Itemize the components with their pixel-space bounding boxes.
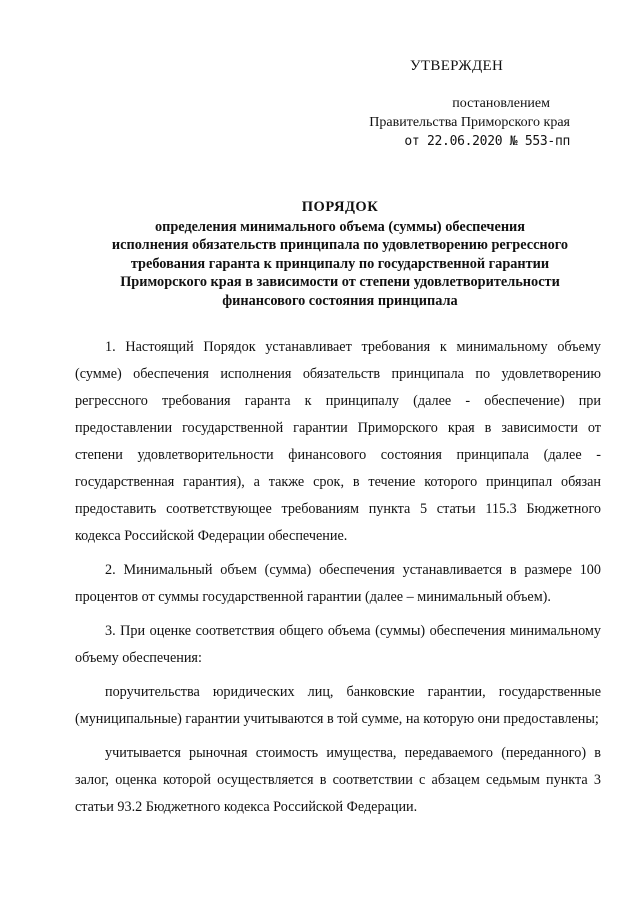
title-line: определения минимального объема (суммы) обеспечения — [154, 218, 526, 235]
title-line: финансового состояния принципала — [222, 292, 458, 309]
paragraph-3-sub-2: учитывается рыночная стоимость имущества, передаваемого (переданного) в залог, оценка которой осуществляется в соответствии с абзацем седьмым пункта 3 статьи 93.2 Бюджетного кодекса Российской Федерации. — [75, 745, 601, 815]
title-line: Приморского края в зависимости от степени удовлетворительности — [120, 274, 560, 291]
title-line: исполнения обязательств принципала по удовлетворению регрессного — [111, 237, 569, 254]
document-title — [70, 198, 610, 311]
paragraph-3: 3. При оценке соответствия общего объема (суммы) обеспечения минимальному объему обеспечения: — [75, 623, 601, 666]
paragraph-3-sub-1: поручительства юридических лиц, банковские гарантии, государственные (муниципальные) гарантии учитываются в той сумме, на которую они предоставлены; — [75, 684, 601, 727]
resolution-date-number: от 22.06.2020 № 553-пп — [404, 134, 570, 149]
resolution-line-2: Правительства Приморского края — [369, 115, 570, 130]
title-main: ПОРЯДОК — [301, 199, 379, 215]
paragraph-2: 2. Минимальный объем (сумма) обеспечения устанавливается в размере 100 процентов от суммы государственной гарантии (далее – минимальный объем). — [75, 562, 601, 605]
document-body — [75, 334, 601, 828]
paragraph-1: 1. Настоящий Порядок устанавливает требования к минимальному объему (сумме) обеспечения исполнения обязательств принципала по удовлетворению регрессного требования гаранта к принципалу (далее - обеспечение) при предоставлении государственной гарантии Приморского края в зависимости от степени удовлетворительности финансового состояния принципала (далее - государственная гарантия), а также срок, в течение которого принципал обязан предоставить соответствующее требованиям пункта 5 статьи 115.3 Бюджетного кодекса Российской Федерации обеспечение. — [75, 339, 601, 544]
resolution-line-1: постановлением — [452, 96, 550, 111]
approved-stamp-heading: УТВЕРЖДЕН — [410, 58, 504, 74]
title-line: требования гаранта к принципалу по государственной гарантии — [130, 255, 550, 272]
resolution-reference — [330, 94, 570, 151]
